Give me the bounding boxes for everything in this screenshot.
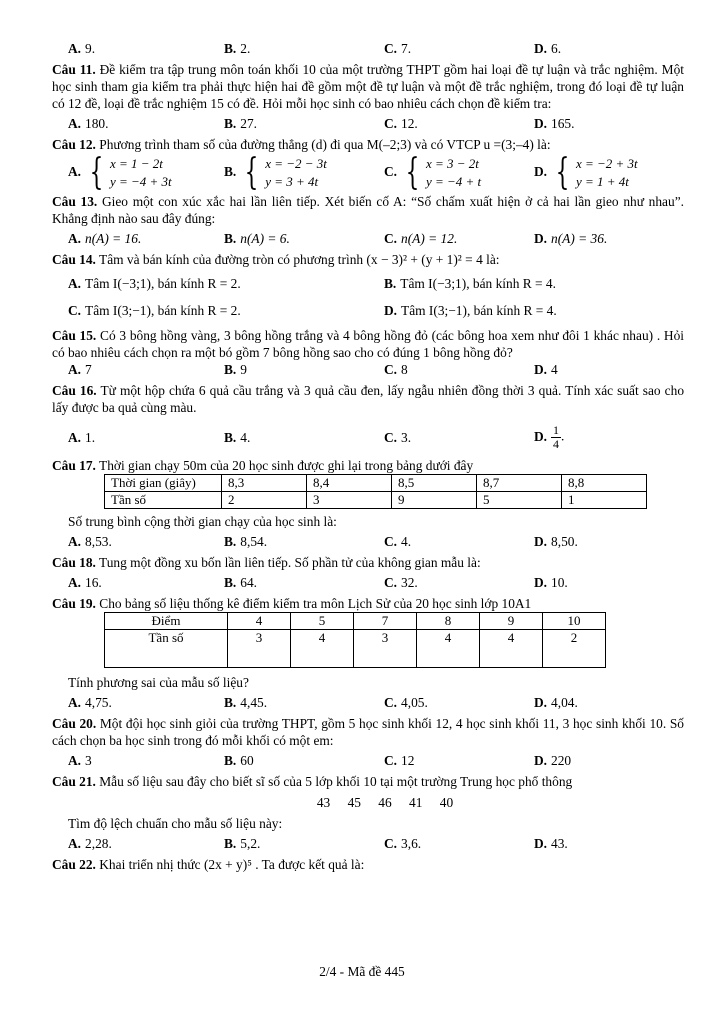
- option-c: C. 3.: [384, 430, 412, 445]
- option-b: B. 60: [224, 753, 254, 768]
- option-b: B. 2.: [224, 41, 251, 56]
- option-a: A. 16.: [68, 575, 102, 590]
- option-c: C. 12.: [384, 116, 418, 131]
- option-c: C. 7.: [384, 41, 412, 56]
- option-a: A. 2,28.: [68, 836, 112, 851]
- option-b: B. 4.: [224, 430, 251, 445]
- q18-options: [52, 574, 684, 591]
- question-16: Câu 16. Từ một hộp chứa 6 quả cầu trắng và 3 quả cầu đen, lấy ngẫu nhiên đồng thời 3 quả. Tính xác suất sao cho lấy được ba quả cùng màu.: [52, 383, 685, 415]
- q11-options: [52, 115, 684, 132]
- option-a: A. Tâm I(−3;1), bán kính R = 2.: [68, 276, 241, 291]
- q12-options: [52, 152, 684, 193]
- option-d: D. 8,50.: [534, 534, 578, 549]
- option-c: C. 4.: [384, 534, 412, 549]
- q17-subquestion: Số trung bình cộng thời gian chạy của học sinh là:: [68, 514, 337, 529]
- option-d: D. { x = −2 + 3t y = 1 + 4t: [534, 152, 638, 193]
- q17-options: [52, 533, 684, 550]
- fraction: $\frac{1}{4}$: [553, 423, 560, 451]
- option-c: C. 32.: [384, 575, 418, 590]
- option-d: D. 43.: [534, 836, 568, 851]
- q13-options: [52, 230, 684, 247]
- option-b: B. 4,45.: [224, 695, 268, 710]
- option-c: C. n(A) = 12.: [384, 231, 458, 246]
- option-b: B. Tâm I(−3;1), bán kính R = 4.: [384, 276, 556, 291]
- option-b: B. n(A) = 6.: [224, 231, 290, 246]
- option-a: A. 3: [68, 753, 92, 768]
- option-c: C. 4,05.: [384, 695, 428, 710]
- q21-options: [52, 835, 684, 852]
- q17-table: [104, 474, 647, 509]
- option-a: A. 180.: [68, 116, 109, 131]
- q19-options: [52, 694, 684, 711]
- q10-options: [52, 40, 684, 57]
- question-12: Câu 12. Phương trình tham số của đường thẳng (d) đi qua M(–2;3) và có VTCP u =(3;–4) là:: [52, 137, 551, 152]
- q19-table: [104, 612, 606, 668]
- option-c: C. 8: [384, 362, 408, 377]
- q14-options-row2: [52, 302, 684, 319]
- exam-page: [52, 40, 684, 873]
- option-c: C. Tâm I(3;−1), bán kính R = 2.: [68, 303, 241, 318]
- option-c: C. { x = 3 − 2t y = −4 + t: [384, 152, 482, 193]
- option-a: A. n(A) = 16.: [68, 231, 142, 246]
- option-d: D. $\frac{1}{4}$ .: [534, 423, 565, 451]
- question-21: Câu 21. Mẫu số liệu sau đây cho biết sĩ số của 5 lớp khối 10 tại một trường Trung học phổ thông: [52, 774, 573, 789]
- question-15: Câu 15. Có 3 bông hồng vàng, 3 bông hồng trắng và 4 bông hồng đỏ (các bông hoa xem như đôi 1 khác nhau) . Hỏi có bao nhiêu cách chọn ra một bó gồm 7 bông hồng sao cho có đúng 1 bông hồng đỏ?: [52, 328, 684, 360]
- option-b: B. 8,54.: [224, 534, 268, 549]
- question-20: Câu 20. Một đội học sinh giỏi của trường THPT, gồm 5 học sinh khối 12, 4 học sinh khối 11, 3 học sinh khối 10. Số cách chọn ba học sinh trong đó mỗi khối có một em:: [52, 716, 684, 748]
- option-d: D. 4: [534, 362, 558, 377]
- option-a: A. 9.: [68, 41, 96, 56]
- q21-data: 43 45 46 41 40: [316, 795, 454, 810]
- option-d: D. n(A) = 36.: [534, 231, 608, 246]
- table-row: Tần số 2 3 9 5 1: [105, 492, 647, 509]
- question-11: Câu 11. Đề kiểm tra tập trung môn toán khối 10 của một trường THPT gồm hai loại đề tự luận và trắc nghiệm. Một học sinh tham gia kiểm tra phải thực hiện hai đề gồm một đề tự luận và một đề trắc nghiệm, trong đó loại đề tự luận có 12 đề, loại đề trắc nghiệm 15 có đề. Hỏi mỗi học sinh có bao nhiêu cách chọn đề kiểm tra:: [52, 62, 684, 111]
- option-d: D. 6.: [534, 41, 562, 56]
- question-17: Câu 17. Thời gian chạy 50m của 20 học sinh được ghi lại trong bảng dưới đây: [52, 458, 474, 473]
- table-row: Điểm 4 5 7 8 9 10: [105, 613, 606, 630]
- option-b: B. 27.: [224, 116, 258, 131]
- option-b: B. 5,2.: [224, 836, 261, 851]
- question-13: Câu 13. Gieo một con xúc xắc hai lần liên tiếp. Xét biến cố A: “Số chấm xuất hiện ở cả hai lần gieo như nhau”. Khẳng định nào sau đây đúng:: [52, 194, 684, 226]
- option-d: D. Tâm I(3;−1), bán kính R = 4.: [384, 303, 557, 318]
- option-b: B. { x = −2 − 3t y = 3 + 4t: [224, 152, 327, 193]
- option-d: D. 220: [534, 753, 572, 768]
- option-a: A. 8,53.: [68, 534, 112, 549]
- option-d: D. 165.: [534, 116, 575, 131]
- question-22: Câu 22. Khai triển nhị thức (2x + y)⁵ . Ta được kết quả là:: [52, 857, 365, 872]
- q21-subquestion: Tìm độ lệch chuẩn cho mẫu số liệu này:: [68, 816, 283, 831]
- question-18: Câu 18. Tung một đồng xu bốn lần liên tiếp. Số phần tử của không gian mẫu là:: [52, 555, 481, 570]
- option-a: A. { x = 1 − 2t y = −4 + 3t: [68, 152, 172, 193]
- option-c: C. 3,6.: [384, 836, 422, 851]
- q14-options-row1: [52, 275, 684, 292]
- option-d: D. 10.: [534, 575, 568, 590]
- table-row: Thời gian (giây) 8,3 8,4 8,5 8,7 8,8: [105, 475, 647, 492]
- option-a: A. 1.: [68, 430, 96, 445]
- q19-subquestion: Tính phương sai của mẫu số liệu?: [68, 675, 249, 690]
- option-b: B. 9: [224, 362, 247, 377]
- option-d: D. 4,04.: [534, 695, 578, 710]
- option-b: B. 64.: [224, 575, 258, 590]
- option-a: A. 7: [68, 362, 92, 377]
- q15-options: [52, 361, 684, 378]
- page-footer: 2/4 - Mã đề 445: [319, 964, 405, 979]
- q16-options: [52, 424, 684, 451]
- option-a: A. 4,75.: [68, 695, 112, 710]
- option-c: C. 12: [384, 753, 415, 768]
- q20-options: [52, 752, 684, 769]
- question-19: Câu 19. Cho bảng số liệu thống kê điểm kiểm tra môn Lịch Sử của 20 học sinh lớp 10A1: [52, 596, 532, 611]
- table-row: Tần số 3 4 3 4 4 2: [105, 630, 606, 668]
- question-14: Câu 14. Tâm và bán kính của đường tròn có phương trình (x − 3)² + (y + 1)² = 4 là:: [52, 252, 500, 267]
